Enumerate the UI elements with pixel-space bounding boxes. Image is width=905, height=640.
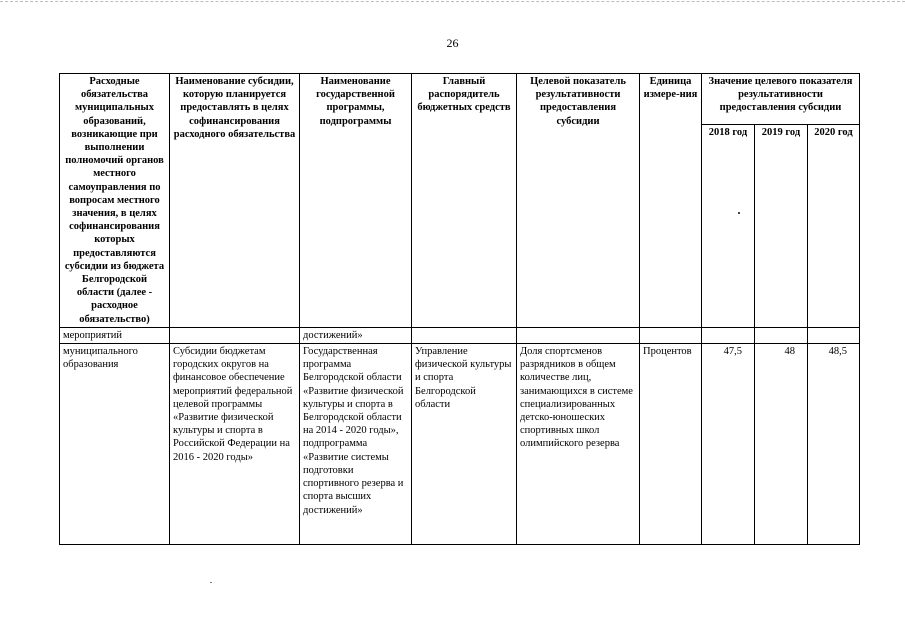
header-year-2019: 2019 год (755, 124, 808, 327)
cell-value-2020: 48,5 (808, 344, 860, 545)
table-row (60, 344, 860, 545)
header-year-2020: 2020 год (808, 124, 860, 327)
continuation-cell-col6 (640, 327, 702, 343)
page-number: 26 (446, 36, 459, 50)
header-unit: Единица измере-ния (640, 74, 702, 328)
continuation-cell-col5 (517, 327, 640, 343)
continuation-cell-col1: мероприятий (60, 327, 170, 343)
cell-program-name: Государственная программа Белгородской области «Развитие физической культуры и спорта в Белгородской области на 2014 - 2020 годы», подпрограмма «Развитие системы подготовки спортивного резерва и спорта высших достижений» (300, 344, 412, 545)
cell-target-indicator: Доля спортсменов разрядников в общем количестве лиц, занимающихся в системе специализированных детско-юношеских спортивных школ олимпийского резерва (517, 344, 640, 545)
scan-speck-bottom (210, 582, 212, 583)
header-subsidy-name: Наименование субсидии, которую планируется предоставлять в целях софинансирования расходного обязательства (170, 74, 300, 328)
header-row-1 (60, 74, 860, 125)
scan-speck (738, 212, 740, 214)
continuation-row (60, 327, 860, 343)
cell-subsidy-name: Субсидии бюджетам городских округов на финансовое обеспечение мероприятий федеральной целевой программы «Развитие физической культуры и спорта в Российской Федерации на 2016 - 2020 годы» (170, 344, 300, 545)
continuation-cell-col3: достижений» (300, 327, 412, 343)
header-year-2018: 2018 год (702, 124, 755, 327)
header-target-indicator: Целевой показатель результативности предоставления субсидии (517, 74, 640, 328)
header-program-name: Наименование государственной программы, подпрограммы (300, 74, 412, 328)
cell-value-2019: 48 (755, 344, 808, 545)
header-expense-obligation: Расходные обязательства муниципальных образований, возникающие при выполнении полномочий органов местного самоуправления по вопросам местного значения, в целях софинансирования которых предоставляются субсидии из бюджета Белгородской области (далее - расходное обязательство) (60, 74, 170, 328)
continuation-cell-col2 (170, 327, 300, 343)
cell-municipal-entity: муниципального образования (60, 344, 170, 545)
continuation-cell-2020 (808, 327, 860, 343)
cell-budget-manager: Управление физической культуры и спорта Белгородской области (412, 344, 517, 545)
cell-unit: Процентов (640, 344, 702, 545)
continuation-cell-2018 (702, 327, 755, 343)
continuation-cell-2019 (755, 327, 808, 343)
subsidy-table (59, 73, 860, 545)
page-top-edge (0, 1, 905, 2)
header-target-value: Значение целевого показателя результативности предоставления субсидии (702, 74, 860, 125)
continuation-cell-col4 (412, 327, 517, 343)
header-budget-manager: Главный распорядитель бюджетных средств (412, 74, 517, 328)
cell-value-2018: 47,5 (702, 344, 755, 545)
